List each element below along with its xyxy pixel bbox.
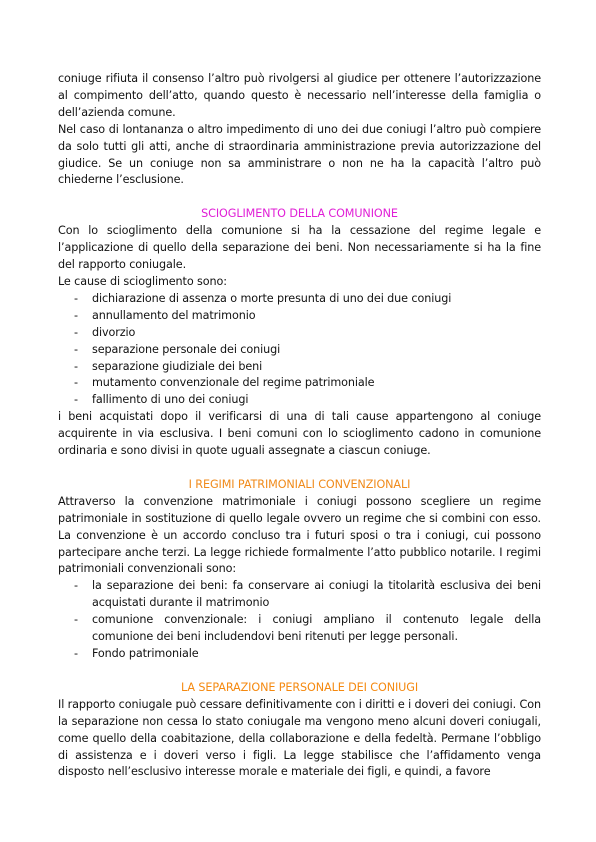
spacer <box>58 663 541 680</box>
list-item: - divorzio <box>58 325 541 342</box>
intro-paragraph-1: coniuge rifiuta il consenso l’altro può rivolgersi al giudice per ottenere l’autorizzazione al compimento dell’atto, quando questo è necessario nell’interesse della famiglia o dell’azienda comune. <box>58 72 541 119</box>
list-item: - comunione convenzionale: i coniugi ampliano il contenuto legale della comunione dei beni includendovi beni ritenuti per legge personali. <box>74 613 541 644</box>
section1-paragraph-2: Le cause di scioglimento sono: <box>58 274 227 288</box>
list-marker: - <box>74 325 78 339</box>
intro-paragraph-2: Nel caso di lontananza o altro impedimento di uno dei due coniugi l’altro può compiere da solo tutti gli atti, anche di straordinaria amministrazione previa autorizzazione del giudice. Se un coniuge non sa amministrare o non ne ha la capacità l’altro può chiederne l’esclusione. <box>58 122 541 187</box>
section-title-scioglimento: SCIOGLIMENTO DELLA COMUNIONE <box>201 207 398 221</box>
spacer <box>58 189 541 206</box>
section-title-regimi: I REGIMI PATRIMONIALI CONVENZIONALI <box>188 477 411 491</box>
list-marker: - <box>74 647 78 660</box>
section3-paragraph-1: Il rapporto coniugale può cessare definitivamente con i diritti e i doveri dei coniugi. Con la separazione non cessa lo stato coniugale ma vengono meno alcuni doveri coniugali, come quello della coabitazione, della collaborazione e della fedeltà. Permane l’obbligo di assistenza e i doveri verso i figli. La legge stabilisce che l’affidamento venga disposto nell’esclusivo interesse morale e materiale dei figli, e quindi, a favore <box>58 697 541 779</box>
list-marker: - <box>74 291 78 305</box>
list-item: - separazione giudiziale dei beni <box>58 359 541 376</box>
list-item: - mutamento convenzionale del regime patrimoniale <box>58 375 541 392</box>
list-marker: - <box>74 613 78 627</box>
spacer <box>58 460 541 477</box>
section1-paragraph-3: i beni acquistati dopo il verificarsi di una di tali cause appartengono al coniuge acquirente in via esclusiva. I beni comuni con lo scioglimento cadono in comunione ordinaria e sono divisi in quote uguali assegnate a ciascun coniuge. <box>58 410 541 458</box>
list-item: - annullamento del matrimonio <box>58 308 541 325</box>
section2-list <box>58 578 541 663</box>
list-item: - dichiarazione di assenza o morte presunta di uno dei due coniugi <box>58 291 541 308</box>
list-item: - separazione personale dei coniugi <box>58 342 541 359</box>
list-item: - la separazione dei beni: fa conservare ai coniugi la titolarità esclusiva dei beni acquistati durante il matrimonio <box>74 579 541 610</box>
section1-paragraph-1: Con lo scioglimento della comunione si ha la cessazione del regime legale e l’applicazione di quello della separazione dei beni. Non necessariamente si ha la fine del rapporto coniugale. <box>58 224 541 272</box>
list-marker: - <box>74 376 78 390</box>
section-title-separazione: LA SEPARAZIONE PERSONALE DEI CONIUGI <box>180 680 419 694</box>
list-marker: - <box>74 393 78 407</box>
list-marker: - <box>74 308 78 322</box>
document-page <box>58 71 541 781</box>
list-item: - Fondo patrimoniale <box>58 646 541 663</box>
list-marker: - <box>74 342 78 356</box>
list-marker: - <box>74 579 78 593</box>
list-marker: - <box>74 359 78 373</box>
list-item: - fallimento di uno dei coniugi <box>58 392 541 409</box>
section1-list <box>58 291 541 409</box>
section2-paragraph-1: Attraverso la convenzione matrimoniale i coniugi possono scegliere un regime patrimoniale in sostituzione di quello legale ovvero un regime che si combini con esso. La convenzione è un accordo concluso tra i futuri sposi o tra i coniugi, cui possono partecipare anche terzi. La legge richiede formalmente l’atto pubblico notarile. I regimi patrimoniali convenzionali sono: <box>58 494 541 576</box>
